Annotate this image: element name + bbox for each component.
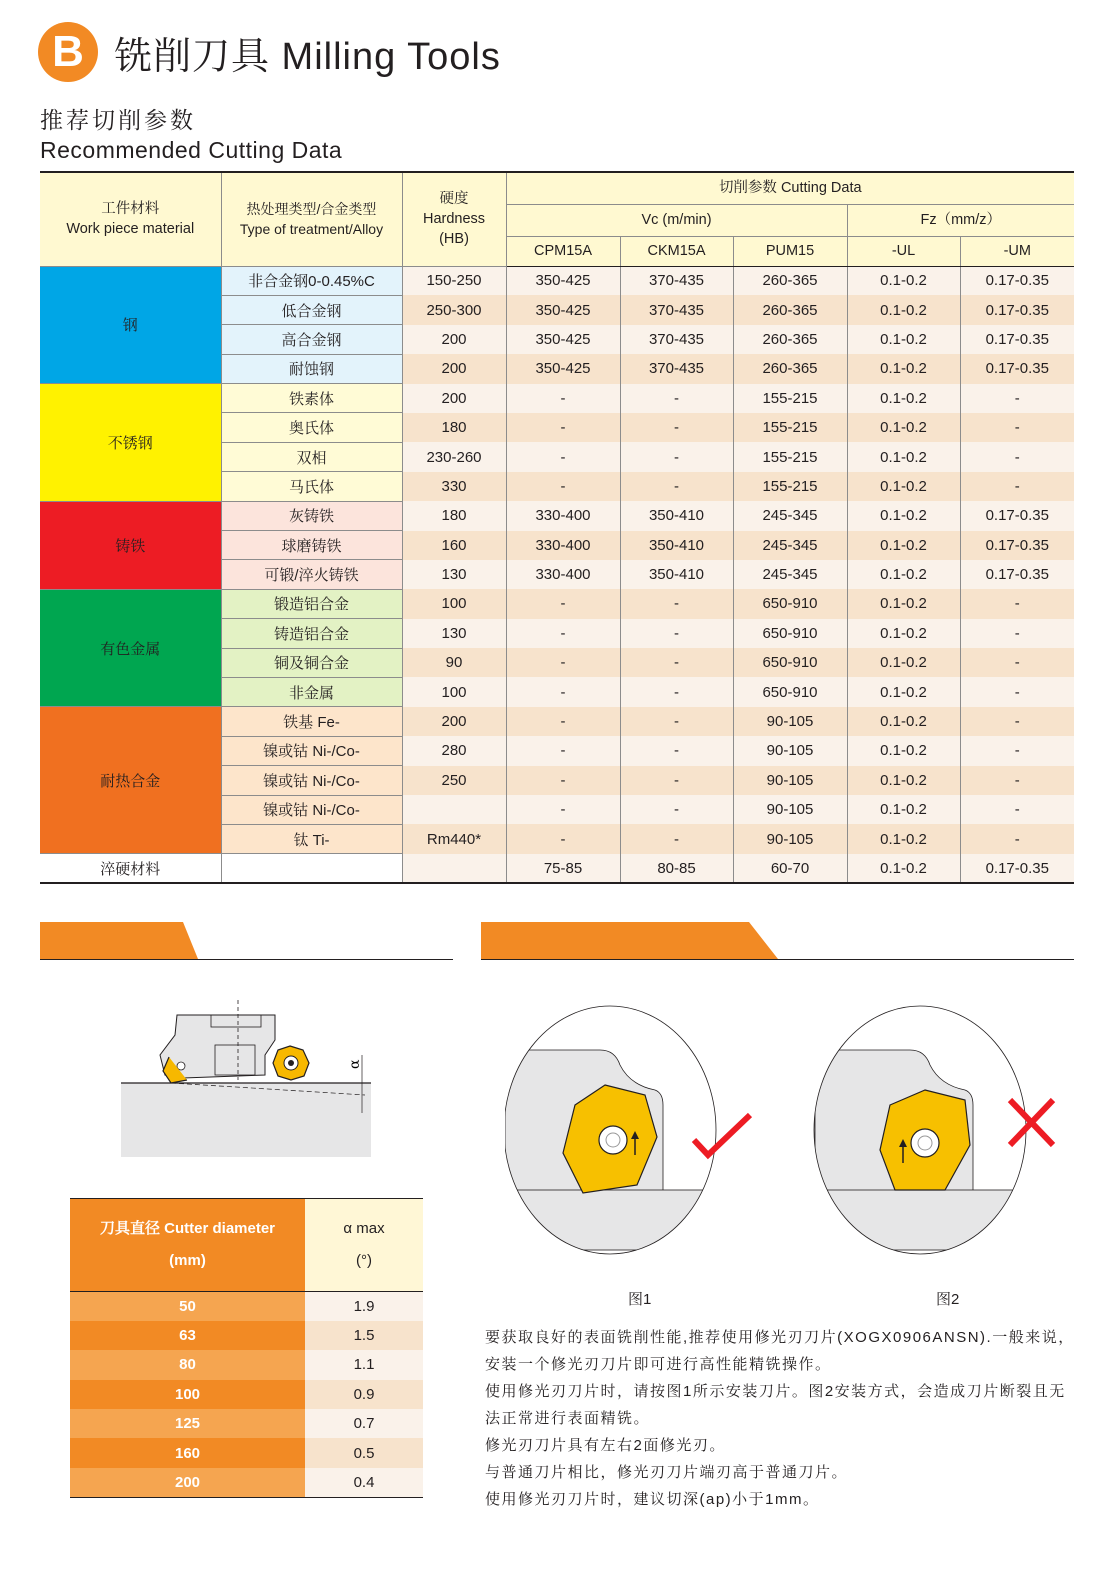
cpm-cell: 330-400 bbox=[506, 501, 620, 530]
treatment-cell: 镍或钴 Ni-/Co- bbox=[221, 795, 402, 824]
um-cell: 0.17-0.35 bbox=[960, 295, 1074, 324]
header-grade-um: -UM bbox=[960, 236, 1074, 266]
alpha-max-cell: 1.5 bbox=[305, 1321, 423, 1350]
hb-cell: 250 bbox=[402, 766, 506, 795]
section-heading bbox=[40, 102, 342, 164]
pum-cell: 650-910 bbox=[733, 648, 847, 677]
section-title-en: Recommended Cutting Data bbox=[40, 137, 343, 163]
ul-cell: 0.1-0.2 bbox=[847, 295, 960, 324]
ul-cell: 0.1-0.2 bbox=[847, 677, 960, 706]
ul-cell: 0.1-0.2 bbox=[847, 501, 960, 530]
ckm-cell: 370-435 bbox=[620, 325, 733, 354]
section-title-cn: 推荐切削参数 bbox=[40, 107, 196, 133]
note-3: 修光刃刀片具有左右2面修光刃。 bbox=[485, 1437, 726, 1454]
header-alpha-max: α max (°) bbox=[305, 1199, 423, 1292]
treatment-cell: 球磨铸铁 bbox=[221, 531, 402, 560]
ckm-cell: - bbox=[620, 707, 733, 736]
header-grade-ul: -UL bbox=[847, 236, 960, 266]
treatment-cell: 非金属 bbox=[221, 677, 402, 706]
cpm-cell: - bbox=[506, 589, 620, 618]
um-cell: - bbox=[960, 795, 1074, 824]
table-row bbox=[40, 501, 1074, 530]
alpha-max-cell: 0.5 bbox=[305, 1438, 423, 1467]
pum-cell: 155-215 bbox=[733, 384, 847, 413]
header-cutter-diameter: 刀具直径 Cutter diameter (mm) bbox=[70, 1199, 305, 1292]
section-bar-left-shape bbox=[40, 922, 453, 959]
header-grade-pum15: PUM15 bbox=[733, 236, 847, 266]
ckm-cell: - bbox=[620, 648, 733, 677]
cpm-cell: - bbox=[506, 413, 620, 442]
table-row bbox=[40, 266, 1074, 295]
um-cell: 0.17-0.35 bbox=[960, 501, 1074, 530]
ckm-cell: 350-410 bbox=[620, 560, 733, 589]
alpha-max-cell: 1.9 bbox=[305, 1292, 423, 1321]
section-bar-right-shape bbox=[481, 922, 1074, 959]
material-group-cell: 有色金属 bbox=[40, 589, 221, 707]
pum-cell: 650-910 bbox=[733, 619, 847, 648]
um-cell: 0.17-0.35 bbox=[960, 354, 1074, 383]
hb-cell: 100 bbox=[402, 589, 506, 618]
treatment-cell bbox=[221, 854, 402, 883]
pum-cell: 90-105 bbox=[733, 707, 847, 736]
alpha-row bbox=[70, 1292, 423, 1321]
cpm-cell: - bbox=[506, 707, 620, 736]
ul-cell: 0.1-0.2 bbox=[847, 442, 960, 471]
ckm-cell: - bbox=[620, 824, 733, 853]
treatment-cell: 可锻/淬火铸铁 bbox=[221, 560, 402, 589]
ul-cell: 0.1-0.2 bbox=[847, 413, 960, 442]
cutter-diameter-cell: 80 bbox=[70, 1350, 305, 1379]
hb-cell: 180 bbox=[402, 413, 506, 442]
pum-cell: 155-215 bbox=[733, 472, 847, 501]
pum-cell: 260-365 bbox=[733, 295, 847, 324]
hb-cell: 130 bbox=[402, 619, 506, 648]
cpm-cell: 330-400 bbox=[506, 560, 620, 589]
pum-cell: 650-910 bbox=[733, 677, 847, 706]
ckm-cell: - bbox=[620, 384, 733, 413]
alpha-row bbox=[70, 1468, 423, 1497]
treatment-cell: 高合金钢 bbox=[221, 325, 402, 354]
cpm-cell: - bbox=[506, 677, 620, 706]
hb-cell: Rm440* bbox=[402, 824, 506, 853]
pum-cell: 90-105 bbox=[733, 795, 847, 824]
hb-cell: 90 bbox=[402, 648, 506, 677]
hb-cell: 200 bbox=[402, 325, 506, 354]
material-group-cell: 耐热合金 bbox=[40, 707, 221, 854]
ul-cell: 0.1-0.2 bbox=[847, 325, 960, 354]
um-cell: - bbox=[960, 413, 1074, 442]
cutter-diameter-cell: 160 bbox=[70, 1438, 305, 1467]
treatment-cell: 低合金钢 bbox=[221, 295, 402, 324]
ckm-cell: - bbox=[620, 589, 733, 618]
cutter-diameter-cell: 200 bbox=[70, 1468, 305, 1497]
um-cell: - bbox=[960, 766, 1074, 795]
cpm-cell: - bbox=[506, 766, 620, 795]
alpha-row bbox=[70, 1321, 423, 1350]
pum-cell: 60-70 bbox=[733, 854, 847, 883]
pum-cell: 245-345 bbox=[733, 531, 847, 560]
cpm-cell: - bbox=[506, 648, 620, 677]
figure-1-caption: 图1 bbox=[628, 1291, 652, 1308]
header-fz: Fz（mm/z） bbox=[847, 204, 1074, 236]
ckm-cell: 80-85 bbox=[620, 854, 733, 883]
ckm-cell: - bbox=[620, 619, 733, 648]
pum-cell: 90-105 bbox=[733, 766, 847, 795]
ul-cell: 0.1-0.2 bbox=[847, 707, 960, 736]
hb-cell: 100 bbox=[402, 677, 506, 706]
ul-cell: 0.1-0.2 bbox=[847, 354, 960, 383]
um-cell: 0.17-0.35 bbox=[960, 560, 1074, 589]
um-cell: - bbox=[960, 648, 1074, 677]
alpha-max-cell: 0.4 bbox=[305, 1468, 423, 1497]
usage-notes bbox=[485, 1324, 1075, 1513]
treatment-cell: 钛 Ti- bbox=[221, 824, 402, 853]
hb-cell: 200 bbox=[402, 384, 506, 413]
header-material: 工件材料 Work piece material bbox=[40, 172, 221, 266]
figure-2-caption: 图2 bbox=[936, 1291, 960, 1308]
section-bar-left bbox=[40, 922, 453, 960]
um-cell: - bbox=[960, 619, 1074, 648]
alpha-row bbox=[70, 1380, 423, 1409]
figure-1 bbox=[505, 1005, 725, 1265]
treatment-cell: 耐蚀钢 bbox=[221, 354, 402, 383]
treatment-cell: 双相 bbox=[221, 442, 402, 471]
hb-cell: 200 bbox=[402, 354, 506, 383]
table-row bbox=[40, 707, 1074, 736]
ckm-cell: - bbox=[620, 442, 733, 471]
ul-cell: 0.1-0.2 bbox=[847, 854, 960, 883]
ckm-cell: - bbox=[620, 472, 733, 501]
alpha-max-cell: 0.9 bbox=[305, 1380, 423, 1409]
um-cell: - bbox=[960, 589, 1074, 618]
ul-cell: 0.1-0.2 bbox=[847, 824, 960, 853]
alpha-max-cell: 0.7 bbox=[305, 1409, 423, 1438]
ul-cell: 0.1-0.2 bbox=[847, 472, 960, 501]
pum-cell: 90-105 bbox=[733, 736, 847, 765]
ckm-cell: - bbox=[620, 413, 733, 442]
hb-cell bbox=[402, 854, 506, 883]
cutter-diameter-cell: 50 bbox=[70, 1292, 305, 1321]
ul-cell: 0.1-0.2 bbox=[847, 648, 960, 677]
cpm-cell: - bbox=[506, 619, 620, 648]
cpm-cell: 330-400 bbox=[506, 531, 620, 560]
treatment-cell: 奥氏体 bbox=[221, 413, 402, 442]
cpm-cell: - bbox=[506, 736, 620, 765]
table-row-hardened bbox=[40, 854, 1074, 883]
um-cell: - bbox=[960, 677, 1074, 706]
alpha-max-table bbox=[70, 1198, 423, 1498]
ul-cell: 0.1-0.2 bbox=[847, 589, 960, 618]
alpha-table-body bbox=[70, 1292, 423, 1498]
cutter-diameter-cell: 63 bbox=[70, 1321, 305, 1350]
figure-2 bbox=[815, 1005, 1035, 1265]
note-2: 使用修光刃刀片时，请按图1所示安装刀片。图2安装方式，会造成刀片断裂且无法正常进行表面精铣。 bbox=[485, 1383, 1066, 1427]
cpm-cell: 350-425 bbox=[506, 325, 620, 354]
page-header bbox=[38, 22, 501, 82]
hb-cell: 180 bbox=[402, 501, 506, 530]
ckm-cell: - bbox=[620, 766, 733, 795]
header-treatment: 热处理类型/合金类型 Type of treatment/Alloy bbox=[221, 172, 402, 266]
treatment-cell: 镍或钴 Ni-/Co- bbox=[221, 766, 402, 795]
ckm-cell: 370-435 bbox=[620, 266, 733, 295]
ul-cell: 0.1-0.2 bbox=[847, 766, 960, 795]
ul-cell: 0.1-0.2 bbox=[847, 531, 960, 560]
um-cell: 0.17-0.35 bbox=[960, 854, 1074, 883]
pum-cell: 650-910 bbox=[733, 589, 847, 618]
pum-cell: 245-345 bbox=[733, 501, 847, 530]
header-vc: Vc (m/min) bbox=[506, 204, 847, 236]
hb-cell bbox=[402, 795, 506, 824]
svg-text:α: α bbox=[347, 1059, 363, 1069]
hb-cell: 250-300 bbox=[402, 295, 506, 324]
cpm-cell: 350-425 bbox=[506, 295, 620, 324]
insert-mounting-figures bbox=[505, 1005, 1085, 1270]
pum-cell: 260-365 bbox=[733, 325, 847, 354]
cutting-data-table bbox=[40, 171, 1074, 884]
material-group-cell: 不锈钢 bbox=[40, 384, 221, 502]
ckm-cell: 350-410 bbox=[620, 501, 733, 530]
um-cell: - bbox=[960, 736, 1074, 765]
pum-cell: 90-105 bbox=[733, 824, 847, 853]
pum-cell: 245-345 bbox=[733, 560, 847, 589]
hb-cell: 230-260 bbox=[402, 442, 506, 471]
ul-cell: 0.1-0.2 bbox=[847, 795, 960, 824]
um-cell: - bbox=[960, 824, 1074, 853]
page-title: 铣削刀具 Milling Tools bbox=[114, 35, 501, 78]
ckm-cell: - bbox=[620, 795, 733, 824]
cutter-alpha-diagram bbox=[115, 995, 385, 1170]
table-row bbox=[40, 589, 1074, 618]
treatment-cell: 马氏体 bbox=[221, 472, 402, 501]
treatment-cell: 铸造铝合金 bbox=[221, 619, 402, 648]
note-5: 使用修光刃刀片时，建议切深(ap)小于1mm。 bbox=[485, 1491, 820, 1508]
treatment-cell: 铁基 Fe- bbox=[221, 707, 402, 736]
alpha-row bbox=[70, 1350, 423, 1379]
hb-cell: 150-250 bbox=[402, 266, 506, 295]
cutter-diameter-cell: 125 bbox=[70, 1409, 305, 1438]
alpha-row bbox=[70, 1438, 423, 1467]
header-hardness: 硬度 Hardness (HB) bbox=[402, 172, 506, 266]
material-group-cell: 淬硬材料 bbox=[40, 854, 221, 883]
ckm-cell: - bbox=[620, 677, 733, 706]
header-grade-cpm15a: CPM15A bbox=[506, 236, 620, 266]
treatment-cell: 铜及铜合金 bbox=[221, 648, 402, 677]
pum-cell: 260-365 bbox=[733, 354, 847, 383]
um-cell: - bbox=[960, 472, 1074, 501]
pum-cell: 260-365 bbox=[733, 266, 847, 295]
cutting-data-body bbox=[40, 266, 1074, 883]
ckm-cell: 370-435 bbox=[620, 354, 733, 383]
treatment-cell: 灰铸铁 bbox=[221, 501, 402, 530]
note-4: 与普通刀片相比，修光刃刀片端刃高于普通刀片。 bbox=[485, 1464, 849, 1481]
ul-cell: 0.1-0.2 bbox=[847, 619, 960, 648]
cpm-cell: - bbox=[506, 824, 620, 853]
treatment-cell: 锻造铝合金 bbox=[221, 589, 402, 618]
ul-cell: 0.1-0.2 bbox=[847, 384, 960, 413]
ul-cell: 0.1-0.2 bbox=[847, 266, 960, 295]
um-cell: - bbox=[960, 384, 1074, 413]
treatment-cell: 非合金钢0-0.45%C bbox=[221, 266, 402, 295]
cpm-cell: - bbox=[506, 384, 620, 413]
cpm-cell: 75-85 bbox=[506, 854, 620, 883]
ul-cell: 0.1-0.2 bbox=[847, 560, 960, 589]
cutter-diameter-cell: 100 bbox=[70, 1380, 305, 1409]
cpm-cell: 350-425 bbox=[506, 354, 620, 383]
um-cell: 0.17-0.35 bbox=[960, 531, 1074, 560]
section-bar-right bbox=[481, 922, 1074, 960]
cpm-cell: - bbox=[506, 795, 620, 824]
um-cell: - bbox=[960, 707, 1074, 736]
ckm-cell: 370-435 bbox=[620, 295, 733, 324]
treatment-cell: 铁素体 bbox=[221, 384, 402, 413]
ul-cell: 0.1-0.2 bbox=[847, 736, 960, 765]
um-cell: 0.17-0.35 bbox=[960, 266, 1074, 295]
ckm-cell: - bbox=[620, 736, 733, 765]
material-group-cell: 铸铁 bbox=[40, 501, 221, 589]
pum-cell: 155-215 bbox=[733, 442, 847, 471]
section-badge: B bbox=[38, 22, 98, 82]
note-1: 要获取良好的表面铣削性能,推荐使用修光刃刀片(XOGX0906ANSN).一般来说，安装一个修光刃刀片即可进行高性能精铣操作。 bbox=[485, 1329, 1075, 1373]
um-cell: 0.17-0.35 bbox=[960, 325, 1074, 354]
alpha-max-cell: 1.1 bbox=[305, 1350, 423, 1379]
header-grade-ckm15a: CKM15A bbox=[620, 236, 733, 266]
cpm-cell: 350-425 bbox=[506, 266, 620, 295]
header-cutting-data: 切削参数 Cutting Data bbox=[506, 172, 1074, 204]
hb-cell: 330 bbox=[402, 472, 506, 501]
ckm-cell: 350-410 bbox=[620, 531, 733, 560]
cpm-cell: - bbox=[506, 472, 620, 501]
hb-cell: 160 bbox=[402, 531, 506, 560]
hb-cell: 130 bbox=[402, 560, 506, 589]
cpm-cell: - bbox=[506, 442, 620, 471]
um-cell: - bbox=[960, 442, 1074, 471]
material-group-cell: 钢 bbox=[40, 266, 221, 384]
hb-cell: 200 bbox=[402, 707, 506, 736]
table-row bbox=[40, 384, 1074, 413]
hb-cell: 280 bbox=[402, 736, 506, 765]
alpha-row bbox=[70, 1409, 423, 1438]
pum-cell: 155-215 bbox=[733, 413, 847, 442]
treatment-cell: 镍或钴 Ni-/Co- bbox=[221, 736, 402, 765]
